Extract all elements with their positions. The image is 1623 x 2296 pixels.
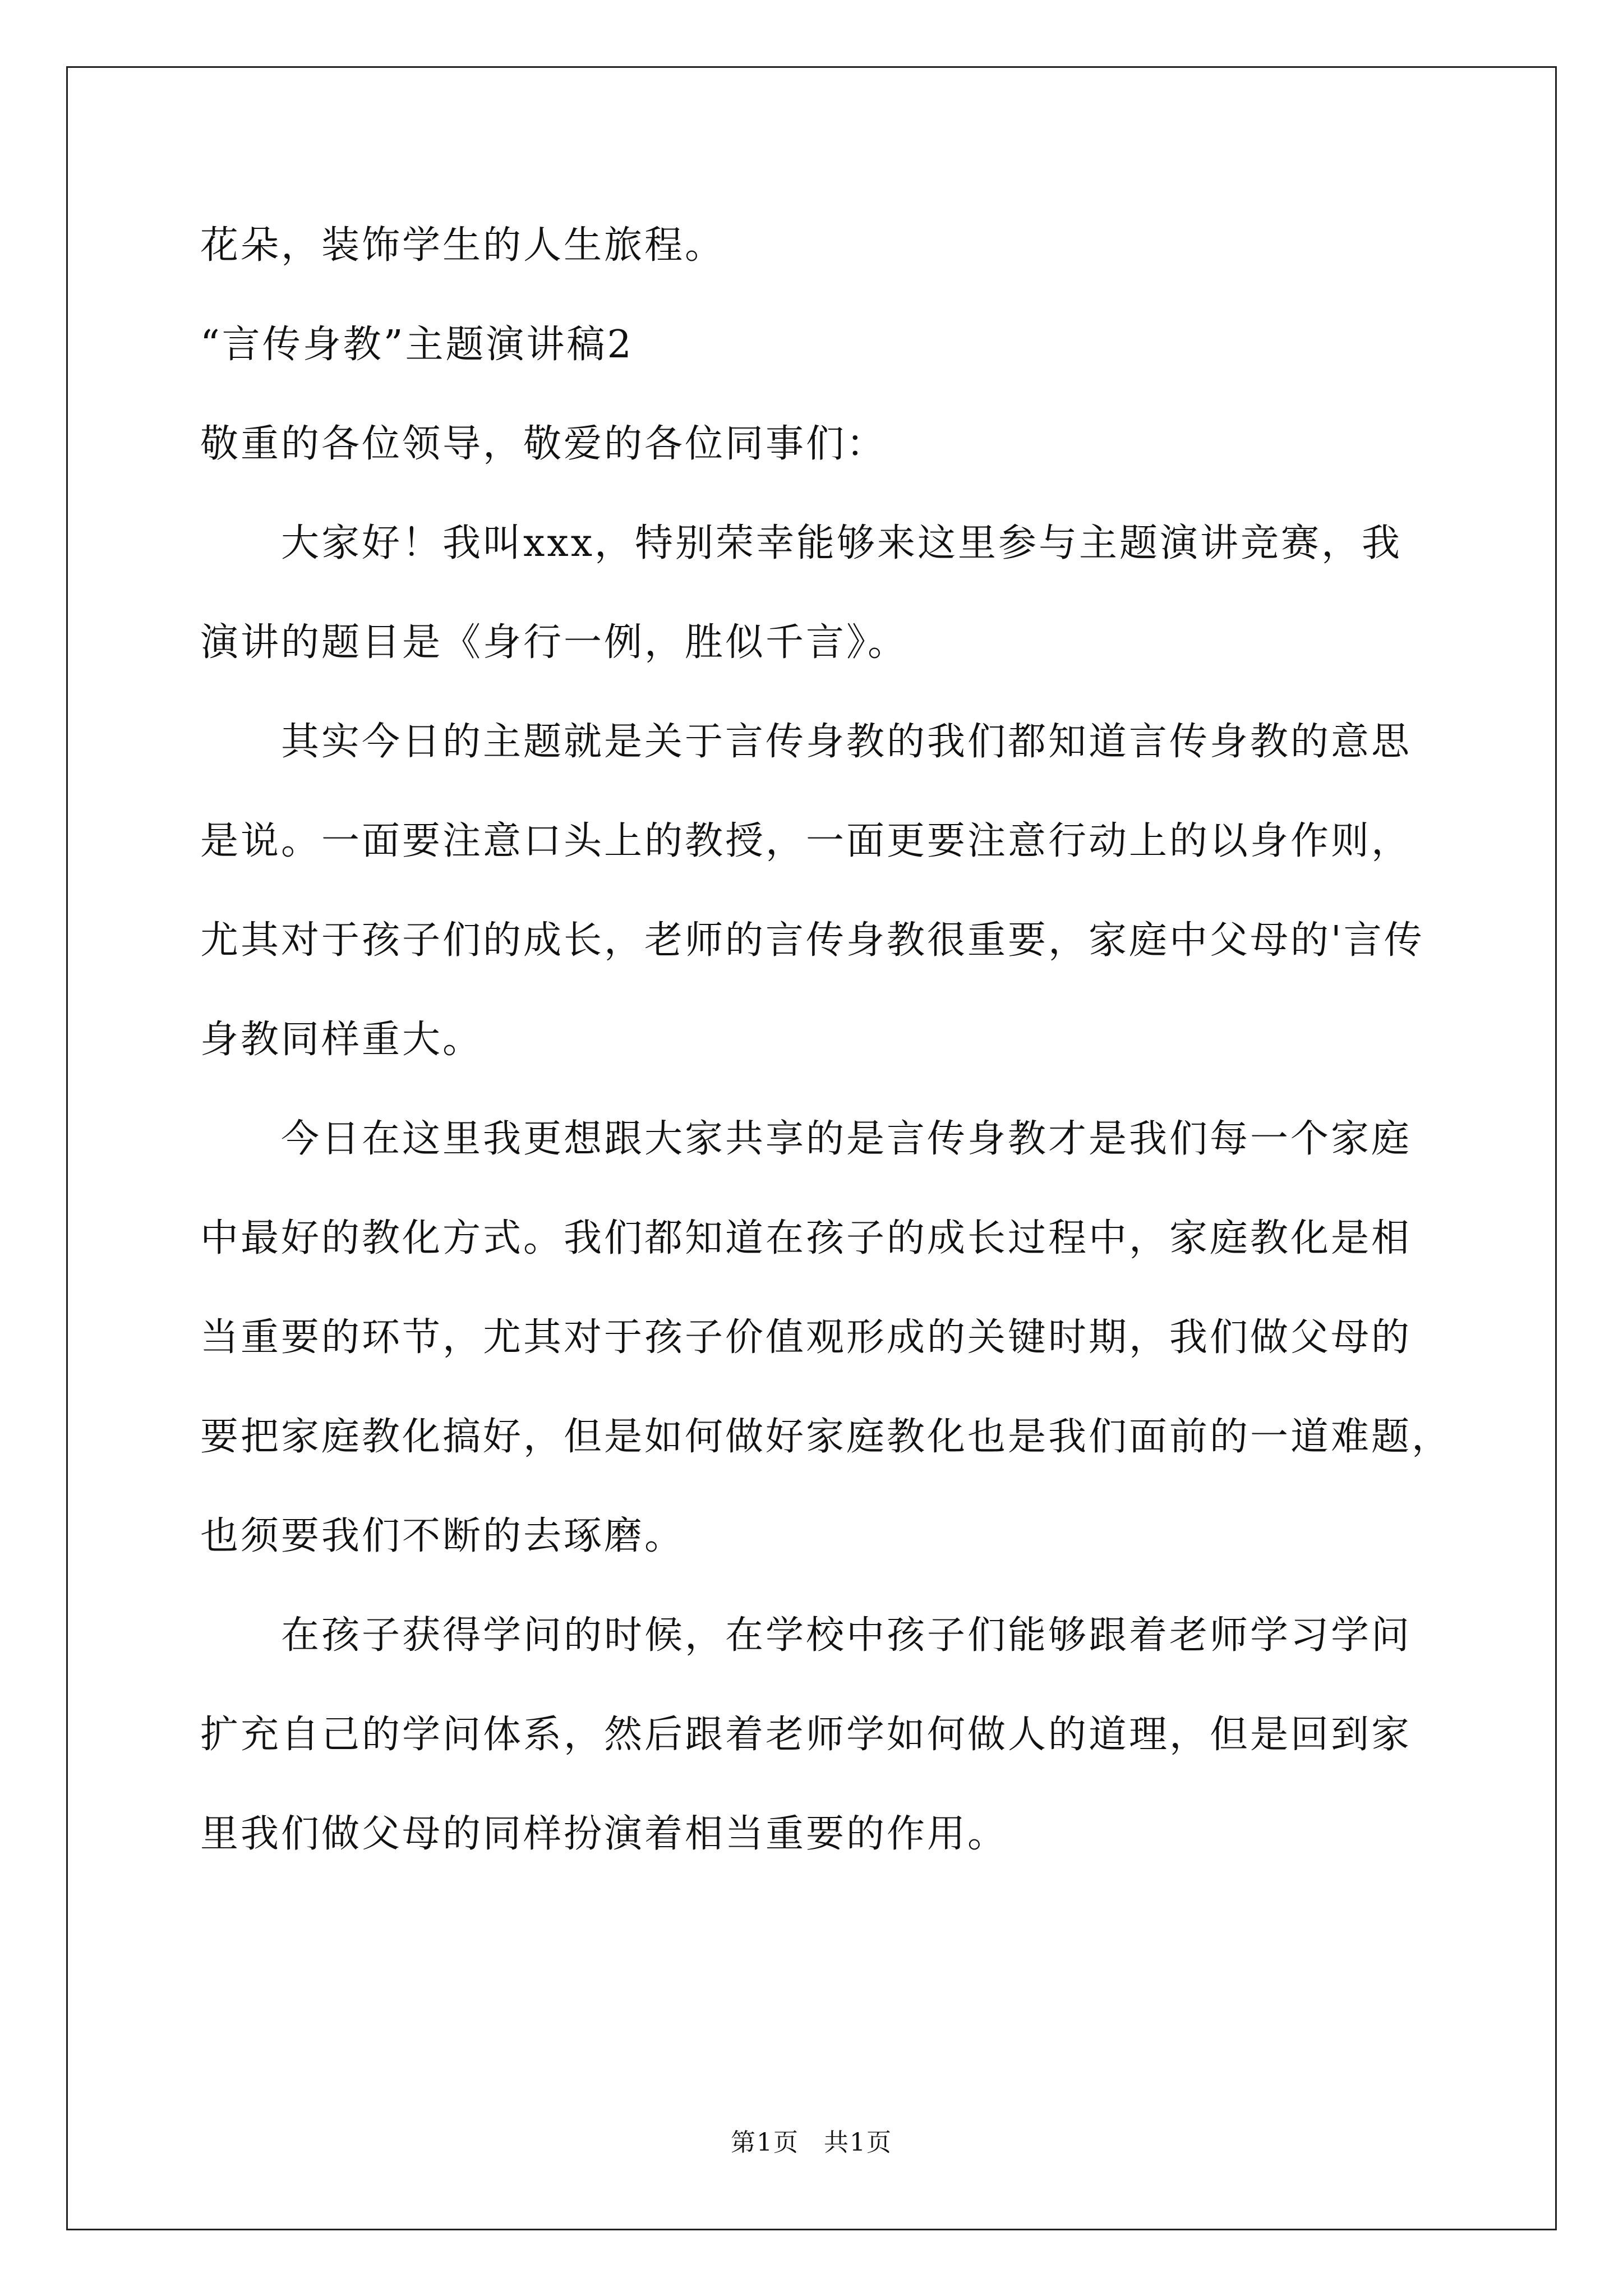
paragraph-line: 是说。一面要注意口头上的教授，一面更要注意行动上的以身作则， [200, 819, 1412, 863]
paragraph-line: 也须要我们不断的去琢磨。 [200, 1514, 685, 1558]
paragraph-2 [200, 715, 1473, 1067]
paragraph-1 [200, 517, 1473, 670]
paragraph-line: 扩充自己的学问体系，然后跟着老师学如何做人的道理，但是回到家 [200, 1713, 1412, 1757]
paragraph-line: 今日在这里我更想跟大家共享的是言传身教才是我们每一个家庭 [281, 1117, 1412, 1161]
paragraph-line: 演讲的题目是《身行一例，胜似千言》。 [200, 620, 909, 665]
paragraph-line: 里我们做父母的同样扮演着相当重要的作用。 [200, 1812, 1008, 1856]
salutation: 敬重的各位领导，敬爱的各位同事们： [200, 422, 887, 466]
speech-title: “言传身教”主题演讲稿2 [200, 323, 634, 367]
page-number: 第1页 [731, 2128, 799, 2157]
paragraph-line: 其实今日的主题就是关于言传身教的我们都知道言传身教的意思 [281, 720, 1412, 764]
paragraph-line: 尤其对于孩子们的成长，老师的言传身教很重要，家庭中父母的'言传 [200, 918, 1424, 963]
paragraph-4 [200, 1609, 1473, 1861]
paragraph-3 [200, 1112, 1473, 1563]
paragraph-line: 大家好！我叫xxx，特别荣幸能够来这里参与主题演讲竞赛，我 [281, 521, 1403, 565]
paragraph-line: 中最好的教化方式。我们都知道在孩子的成长过程中，家庭教化是相 [200, 1216, 1412, 1260]
paragraph-line: 身教同样重大。 [200, 1018, 483, 1062]
page-footer [0, 2126, 1623, 2160]
page-total: 共1页 [824, 2128, 892, 2157]
paragraph-line: 在孩子获得学问的时候，在学校中孩子们能够跟着老师学习学问 [281, 1613, 1412, 1658]
document-body [200, 219, 1473, 1861]
paragraph-line: 当重要的环节，尤其对于孩子价值观形成的关键时期，我们做父母的 [200, 1315, 1412, 1360]
continuation-line: 花朵，装饰学生的人生旅程。 [200, 223, 726, 268]
paragraph-line: 要把家庭教化搞好，但是如何做好家庭教化也是我们面前的一道难题， [200, 1415, 1453, 1459]
